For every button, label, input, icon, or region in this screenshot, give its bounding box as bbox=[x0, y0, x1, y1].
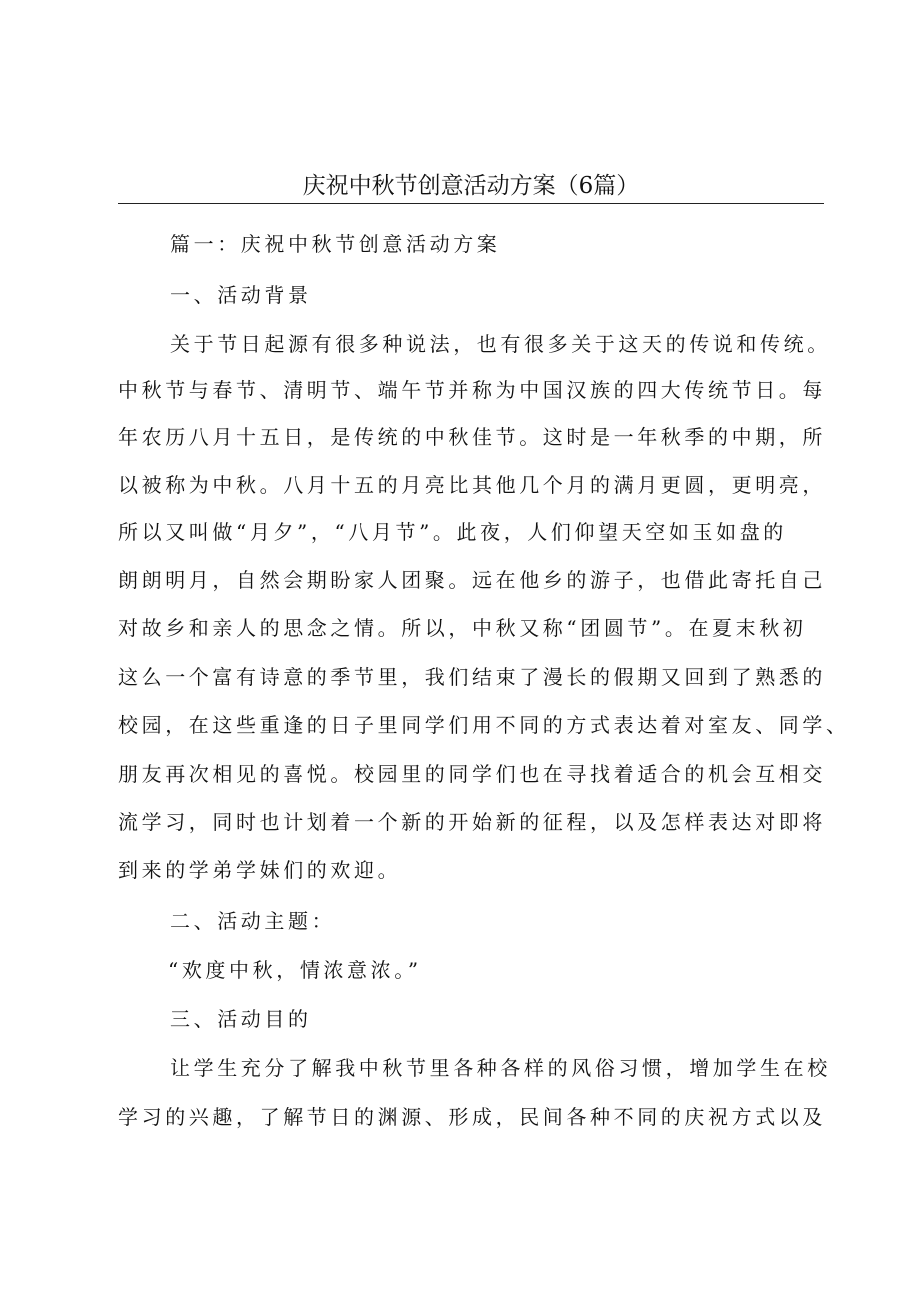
paragraph-line: 朗朗明月，自然会期盼家人团聚。远在他乡的游子，也借此寄托自己 bbox=[118, 568, 826, 592]
paragraph-line: 朋友再次相见的喜悦。校园里的同学们也在寻找着适合的机会互相交 bbox=[118, 762, 826, 786]
paragraph-line: 到来的学弟学妹们的欢迎。 bbox=[118, 858, 402, 882]
paragraph-line: 对故乡和亲人的思念之情。所以，中秋又称“团圆节”。在夏末秋初 bbox=[118, 616, 807, 640]
paragraph-line: 这么一个富有诗意的季节里，我们结束了漫长的假期又回到了熟悉的 bbox=[118, 665, 826, 689]
paragraph-line: 让学生充分了解我中秋节里各种各样的风俗习惯，增加学生在校 bbox=[170, 1056, 831, 1080]
paragraph-line: 中秋节与春节、清明节、端午节并称为中国汉族的四大传统节日。每 bbox=[118, 378, 826, 402]
paragraph-line: 年农历八月十五日，是传统的中秋佳节。这时是一年秋季的中期，所 bbox=[118, 425, 826, 449]
document-title: 庆祝中秋节创意活动方案（6篇） bbox=[302, 173, 640, 199]
heading-activity-theme: 二、活动主题： bbox=[170, 909, 336, 933]
paragraph-line: 所以又叫做“月夕”，“八月节”。此夜，人们仰望天空如玉如盘的 bbox=[118, 520, 787, 544]
heading-activity-background: 一、活动背景 bbox=[170, 283, 312, 307]
heading-activity-purpose: 三、活动目的 bbox=[170, 1007, 312, 1031]
paragraph-line: 学习的兴趣，了解节日的渊源、形成，民间各种不同的庆祝方式以及 bbox=[118, 1105, 826, 1129]
activity-theme-slogan: “欢度中秋，情浓意浓。” bbox=[168, 958, 422, 982]
title-underline bbox=[118, 203, 824, 204]
paragraph-line: 关于节日起源有很多种说法，也有很多关于这天的传说和传统。 bbox=[170, 332, 831, 356]
paragraph-line: 校园，在这些重逢的日子里同学们用不同的方式表达着对室友、同学、 bbox=[118, 713, 850, 737]
paragraph-line: 以被称为中秋。八月十五的月亮比其他几个月的满月更圆，更明亮， bbox=[118, 473, 826, 497]
section-heading-part-one: 篇一：庆祝中秋节创意活动方案 bbox=[170, 232, 501, 256]
paragraph-line: 流学习，同时也计划着一个新的开始新的征程，以及怎样表达对即将 bbox=[118, 810, 826, 834]
